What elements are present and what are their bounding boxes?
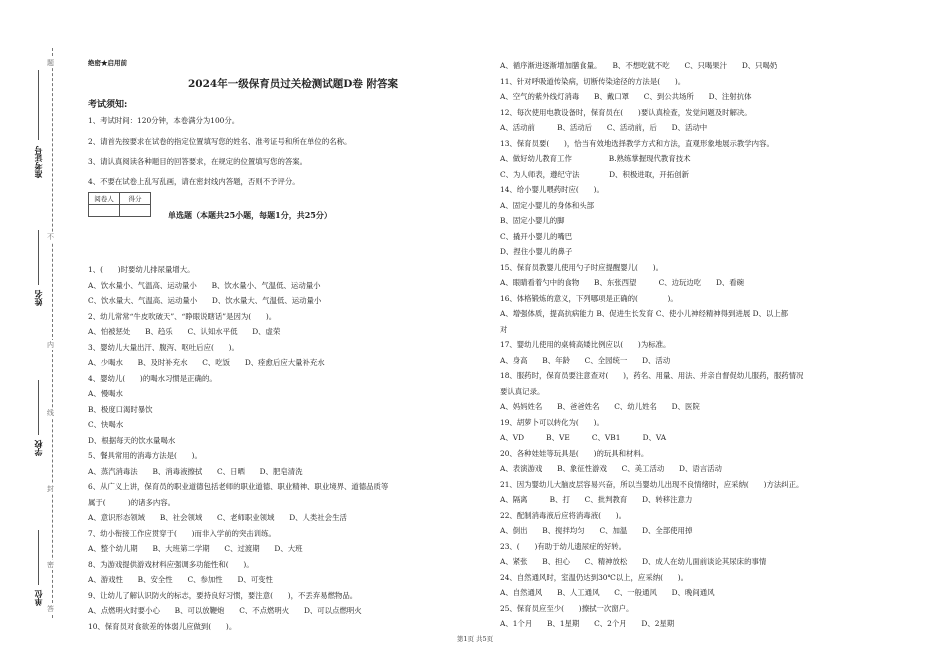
notice-item: 4、不要在试卷上乱写乱画，请在密封线内答题，否则不予评分。 xyxy=(88,177,300,186)
notice-item: 2、请首先按要求在试卷的指定位置填写您的姓名、准考证号和所在单位的名称。 xyxy=(88,137,352,146)
question-line: 2、幼儿常常“牛皮吹破天”、“睁眼说瞎话”是因为( )。 xyxy=(88,311,277,321)
question-line: A、循序渐进逐渐增加膳食量。 B、不想吃就不吃 C、只喝果汁 D、只喝奶 xyxy=(500,61,778,70)
question-line: A、慢喝水 xyxy=(88,389,123,398)
question-line: 1、( )时要幼儿排尿量增大。 xyxy=(88,265,195,274)
question-line: 20、各种娃娃等玩具是( )的玩具和材料。 xyxy=(500,448,649,458)
question-line: A、眼睛看着勺中的食物 B、东张西望 C、边玩边吃 D、看碗 xyxy=(500,278,745,287)
question-line: A、点燃明火时要小心 B、可以放鞭炮 C、不点燃明火 D、可以点燃明火 xyxy=(88,606,362,615)
binding-strip xyxy=(0,0,80,671)
question-line: 13、保育员要( )，恰当有效地选择教学方式和方法，直观形象地展示教学内容。 xyxy=(500,138,774,148)
seal-mark-da: 答 xyxy=(47,605,54,613)
notice-item: 1、考试时间：120分钟，本卷满分为100分。 xyxy=(88,116,240,125)
question-line: 23、( )有助于幼儿遗尿症的好转。 xyxy=(500,541,627,551)
question-line: A、身高 B、年龄 C、全园统一 D、活动 xyxy=(500,355,671,365)
question-line: A、表演游戏 B、象征性游戏 C、美工活动 D、语言活动 xyxy=(500,464,722,473)
name-label: 姓名 xyxy=(33,290,43,306)
question-line: A、少喝水 B、及时补充水 C、吃饭 D、痊愈后应大量补充水 xyxy=(88,358,325,367)
seal-mark-mi: 密 xyxy=(47,561,54,569)
seal-line xyxy=(52,48,53,618)
question-line: 8、为游戏提供游戏材料应强调多功能性和( )。 xyxy=(88,559,254,569)
question-line: 15、保育员教婴儿使用勺子时应提醒婴儿( )。 xyxy=(500,262,663,272)
question-line: D、捏住小婴儿的鼻子 xyxy=(500,247,573,256)
question-line: C、饮水量大、气温高、运动量小 D、饮水量大、气温低、运动量小 xyxy=(88,296,322,305)
notice-item: 3、请认真阅读各种题目的回答要求，在规定的位置填写您的答案。 xyxy=(88,157,308,166)
question-line: 21、因为婴幼儿大脑皮层容易兴奋，所以当婴幼儿出现不良情绪时，应采纳( )方法纠正。 xyxy=(500,479,804,489)
question-line: 6、从广义上讲，保育员的职业道德包括老师的职业道德、职业精神、职业境界、道德品质等 xyxy=(88,482,389,491)
question-line: C、快喝水 xyxy=(88,420,124,429)
question-line: A、紧张 B、担心 C、精神放松 D、成人在幼儿面前谈论其尿床的事情 xyxy=(500,557,767,566)
score-header: 得分 xyxy=(120,193,151,205)
seal-mark-bu: 不 xyxy=(47,233,54,241)
question-line: A、饮水量小、气温高、运动量小 B、饮水量小、气温低、运动量小 xyxy=(88,280,321,290)
question-line: A、活动前 B、活动后 C、活动前，后 D、活动中 xyxy=(500,123,708,132)
question-line: 14、给小婴儿喂药时应( )。 xyxy=(500,185,604,194)
page-footer: 第1页 共5页 xyxy=(456,635,494,643)
question-line: A、空气的紫外线灯消毒 B、戴口罩 C、到公共场所 D、注射抗体 xyxy=(500,92,752,101)
question-line: A、固定小婴儿的身体和头部 xyxy=(500,200,595,210)
question-line: B、固定小婴儿的脚 xyxy=(500,216,565,225)
question-line: A、妈妈姓名 B、爸爸姓名 C、幼儿姓名 D、医院 xyxy=(500,402,700,411)
question-line: 要认真记录。 xyxy=(500,386,545,396)
question-line: A、怕被惩处 B、趋乐 C、认知水平低 D、虚荣 xyxy=(88,327,281,336)
question-line: A、自然通风 B、人工通风 C、一般通风 D、晚间通风 xyxy=(500,588,715,597)
page-title: 2024年一级保育员过关检测试题D卷 附答案 xyxy=(188,78,398,90)
question-line: 24、自然通风时，室温仍达到30℃以上，应采纳( )。 xyxy=(500,572,689,582)
question-line: C、为人师表，遵纪守法 D、积极进取，开拓创新 xyxy=(500,169,689,179)
score-box xyxy=(88,192,151,217)
seal-mark-nei: 内 xyxy=(47,341,54,349)
question-line: 12、每次使用电教设备时，保育员在( )要认真检查，发觉问题及时解决。 xyxy=(500,107,752,117)
question-line: A、增强体质，提高抗病能力 B、促进生长发育 C、使小儿神经精神得到进展 D、以上都 xyxy=(500,309,789,318)
exam-number-label: 准考证号 xyxy=(33,146,43,178)
school-field[interactable] xyxy=(38,380,39,435)
question-line: A、蒸汽消毒法 B、消毒液擦拭 C、日晒 D、肥皂清洗 xyxy=(88,466,303,476)
question-line: 19、胡萝卜可以转化为( )。 xyxy=(500,417,604,427)
question-line: A、做好幼儿教育工作 B.熟练掌握现代教育技术 xyxy=(500,154,691,163)
question-line: A、倒出 B、搅拌均匀 C、加温 D、全部使用掉 xyxy=(500,526,693,535)
question-line: 对 xyxy=(500,324,508,334)
question-line: 22、配制消毒液后应将消毒液( )。 xyxy=(500,510,627,520)
notice-heading: 考试须知: xyxy=(88,100,128,110)
question-line: 18、服药时，保育员要注意查对( )，药名、用量、用法、并亲自督促幼儿服药，服药情况 xyxy=(500,371,804,380)
right-question-column xyxy=(500,58,930,632)
question-line: A、1个月 B、1星期 C、2个月 D、2星期 xyxy=(500,619,675,628)
question-line: 5、餐具常用的消毒方法是( )。 xyxy=(88,451,202,460)
question-line: 4、婴幼儿( )的喝水习惯是正确的。 xyxy=(88,373,217,383)
section-heading: 单选题（本题共25小题，每题1分，共25分） xyxy=(168,210,332,220)
question-line: 11、针对呼吸道传染病，切断传染途径的方法是( )。 xyxy=(500,76,686,86)
question-line: A、整个幼儿期 B、大班第二学期 C、过渡期 D、大班 xyxy=(88,544,303,553)
question-line: C、撬开小婴儿的嘴巴 xyxy=(500,231,573,241)
question-line: D、根据每天的饮水量喝水 xyxy=(88,435,176,445)
question-line: 9、让幼儿了解认识防火的标志，要持良好习惯，要注意( )，不丢弃易燃物品。 xyxy=(88,590,358,600)
question-line: 属于( )的诸多内容。 xyxy=(88,497,176,507)
question-line: 3、婴幼儿大量出汗、腹泻、呕吐后应( )。 xyxy=(88,342,239,352)
school-label: 学校 xyxy=(33,440,43,456)
secret-mark: 绝密★启用前 xyxy=(88,59,127,67)
grader-cell[interactable] xyxy=(89,205,120,217)
question-line: 10、保育员对食欲差的体弱儿应做到( )。 xyxy=(88,621,237,631)
seal-mark-ti: 题 xyxy=(47,59,54,67)
unit-label: 单位 xyxy=(33,590,43,606)
question-line: A、游戏性 B、安全性 C、参加性 D、可变性 xyxy=(88,575,273,584)
question-line: A、意识形态领域 B、社会领域 C、老师职业领域 D、人类社会生活 xyxy=(88,513,347,522)
question-line: A、隔离 B、打 C、批判教育 D、转移注意力 xyxy=(500,495,693,504)
question-line: A、VD B、VE C、VB1 D、VA xyxy=(500,433,667,442)
left-question-column xyxy=(88,262,493,634)
exam-number-field[interactable] xyxy=(38,70,39,140)
question-line: 7、幼小衔接工作应贯穿于( )而非入学前的突击训练。 xyxy=(88,528,276,538)
question-line: 25、保育员应至少( )擦拭一次窗户。 xyxy=(500,603,634,613)
name-field[interactable] xyxy=(38,230,39,285)
question-line: 16、体格锻炼的意义，下列哪项是正确的( )。 xyxy=(500,293,678,303)
seal-mark-feng: 封 xyxy=(47,485,54,493)
unit-field[interactable] xyxy=(38,530,39,585)
question-line: B、极度口渴时暴饮 xyxy=(88,404,153,414)
score-cell[interactable] xyxy=(120,205,151,217)
grader-header: 阅卷人 xyxy=(89,193,120,205)
question-line: 17、婴幼儿使用的桌椅高矮比例应以( )为标准。 xyxy=(500,340,671,349)
seal-mark-xian: 线 xyxy=(47,409,54,417)
